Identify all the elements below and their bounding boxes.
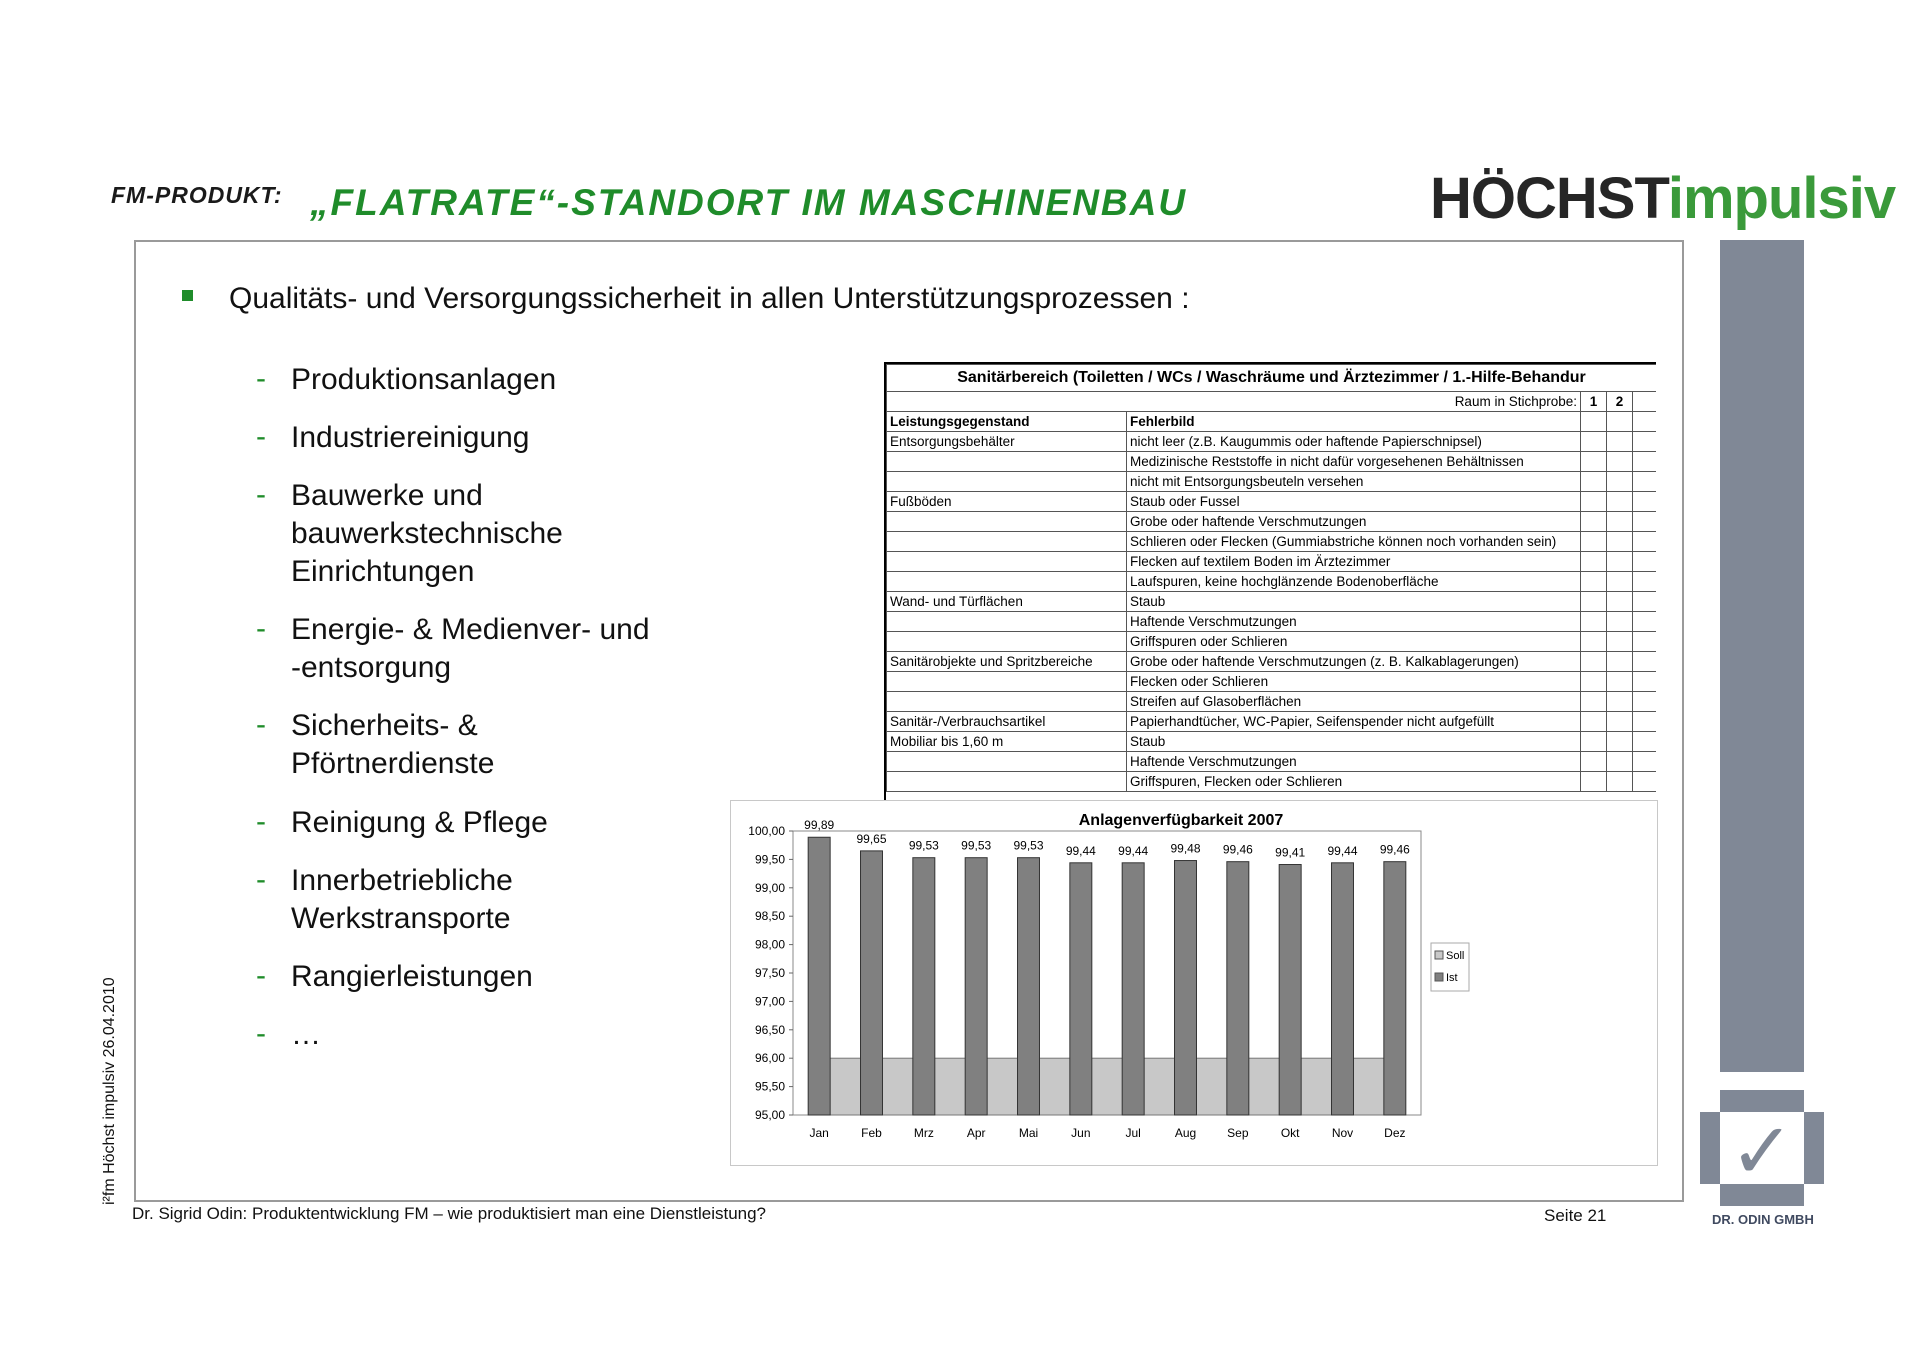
row-defect: Staub [1127, 732, 1581, 752]
logo [1430, 165, 1895, 232]
check-cell [1633, 512, 1657, 532]
check-cell [1607, 712, 1633, 732]
check-cell [1581, 512, 1607, 532]
data-label: 99,44 [1327, 843, 1358, 858]
check-cell [1581, 552, 1607, 572]
row-subject [887, 632, 1127, 652]
row-defect: Laufspuren, keine hochglänzende Bodenoberfläche [1127, 572, 1581, 592]
sample-col-empty [1633, 392, 1657, 412]
row-subject [887, 532, 1127, 552]
item-3: Bauwerke und bauwerkstechnische Einrichtungen [291, 479, 563, 588]
row-subject [887, 612, 1127, 632]
data-label: 99,53 [1013, 838, 1044, 853]
row-subject: Sanitärobjekte und Spritzbereiche [887, 652, 1127, 672]
vertical-footer: i²fm Höchst impulsiv 26.04.2010 [101, 977, 118, 1205]
x-tick-label: Mai [1018, 1126, 1039, 1140]
col-header-defect: Fehlerbild [1127, 412, 1581, 432]
legend-soll-swatch [1435, 951, 1443, 959]
row-defect: Haftende Verschmutzungen [1127, 752, 1581, 772]
company-name: DR. ODIN GMBH [1712, 1212, 1814, 1227]
x-tick-label: Sep [1227, 1126, 1249, 1140]
dash-4: - [256, 612, 266, 645]
check-cell [1581, 452, 1607, 472]
check-cell [1607, 632, 1633, 652]
item-5: Sicherheits- & Pförtnerdienste [291, 709, 495, 780]
data-label: 99,53 [908, 838, 939, 853]
y-tick-label: 100,00 [748, 824, 785, 838]
page-number: Seite 21 [1544, 1206, 1607, 1225]
check-cell [1633, 452, 1657, 472]
dash-1: - [256, 362, 266, 395]
row-defect: nicht leer (z.B. Kaugummis oder haftende Papierschnipsel) [1127, 432, 1581, 452]
row-subject [887, 752, 1127, 772]
row-subject: Fußböden [887, 492, 1127, 512]
table-row [887, 472, 1657, 492]
data-label: 99,41 [1275, 845, 1306, 860]
row-subject: Sanitär-/Verbrauchsartikel [887, 712, 1127, 732]
item-9: … [291, 1018, 321, 1051]
legend-ist-swatch [1435, 973, 1443, 981]
item-6: Reinigung & Pflege [291, 806, 548, 839]
check-cell [1581, 712, 1607, 732]
header-prefix: FM-PRODUKT: [111, 182, 283, 208]
data-label: 99,44 [1065, 843, 1096, 858]
row-defect: Papierhandtücher, WC-Papier, Seifenspender nicht aufgefüllt [1127, 712, 1581, 732]
table-row [887, 772, 1657, 792]
item-1: Produktionsanlagen [291, 363, 557, 396]
check-cell [1633, 572, 1657, 592]
item-7: Innerbetriebliche Werkstransporte [291, 864, 513, 935]
page-title: „FLATRATE“-STANDORT IM MASCHINENBAU [310, 182, 1188, 223]
check-cell [1581, 612, 1607, 632]
logo-part-2: impulsiv [1667, 166, 1896, 231]
x-tick-label: Okt [1280, 1126, 1300, 1140]
data-label: 99,65 [856, 831, 887, 846]
sample-label: Raum in Stichprobe: [887, 392, 1581, 412]
check-cell [1607, 472, 1633, 492]
row-subject [887, 552, 1127, 572]
row-subject [887, 512, 1127, 532]
bar-ist-feb [861, 851, 883, 1115]
y-tick-label: 99,00 [754, 880, 785, 895]
dash-2: - [256, 420, 266, 453]
check-cell [1633, 652, 1657, 672]
check-cell [1607, 592, 1633, 612]
check-cell [1607, 492, 1633, 512]
table-row [887, 692, 1657, 712]
check-cell [1633, 432, 1657, 452]
check-cell [1607, 752, 1633, 772]
y-tick-label: 97,00 [754, 994, 785, 1009]
check-cell [1607, 452, 1633, 472]
availability-chart [730, 800, 1658, 1166]
bar-ist-mrz [913, 858, 935, 1115]
table-row [887, 652, 1657, 672]
row-subject: Entsorgungsbehälter [887, 432, 1127, 452]
row-defect: Haftende Verschmutzungen [1127, 612, 1581, 632]
check-cell [1581, 592, 1607, 612]
table-row [887, 552, 1657, 572]
check-icon: ✓ [1729, 1107, 1795, 1197]
check-cell [1633, 712, 1657, 732]
y-tick-label: 99,50 [754, 852, 785, 867]
data-label: 99,53 [961, 838, 992, 853]
check-cell [1581, 572, 1607, 592]
check-cell [1633, 772, 1657, 792]
check-cell [1581, 532, 1607, 552]
table-title: Sanitärbereich (Toiletten / WCs / Waschräume und Ärztezimmer / 1.-Hilfe-Behandur [887, 365, 1657, 392]
row-defect: Griffspuren, Flecken oder Schlieren [1127, 772, 1581, 792]
y-tick-label: 97,50 [754, 966, 785, 980]
x-tick-label: Mrz [913, 1126, 934, 1140]
row-defect: Grobe oder haftende Verschmutzungen [1127, 512, 1581, 532]
check-cell [1633, 492, 1657, 512]
row-defect: Schlieren oder Flecken (Gummiabstriche können noch vorhanden sein) [1127, 532, 1581, 552]
check-cell [1633, 732, 1657, 752]
check-cell [1633, 532, 1657, 552]
footer-text: Dr. Sigrid Odin: Produktentwicklung FM – wie produktisiert man eine Dienstleistung? [132, 1204, 767, 1223]
table-row [887, 572, 1657, 592]
row-subject [887, 692, 1127, 712]
y-tick-label: 98,50 [754, 909, 785, 924]
legend-soll-label: Soll [1446, 950, 1465, 962]
data-label: 99,89 [804, 818, 835, 833]
check-cell [1607, 732, 1633, 752]
check-cell [1633, 612, 1657, 632]
table-row [887, 712, 1657, 732]
check-cell [1607, 572, 1633, 592]
bar-ist-apr [965, 858, 987, 1115]
y-tick-label: 96,00 [754, 1051, 785, 1066]
dash-9: - [256, 1017, 266, 1050]
y-tick-label: 95,00 [754, 1108, 785, 1122]
dash-7: - [256, 863, 266, 896]
dash-6: - [256, 805, 266, 838]
row-defect: nicht mit Entsorgungsbeuteln versehen [1127, 472, 1581, 492]
table-row [887, 672, 1657, 692]
check-cell [1607, 692, 1633, 712]
x-tick-label: Dez [1384, 1126, 1406, 1140]
row-defect: Flecken oder Schlieren [1127, 672, 1581, 692]
x-tick-label: Jun [1071, 1126, 1091, 1140]
dash-3: - [256, 478, 266, 511]
dash-5: - [256, 708, 266, 741]
check-cell [1633, 672, 1657, 692]
table-row [887, 752, 1657, 772]
table-row [887, 432, 1657, 452]
bar-ist-sep [1227, 862, 1249, 1115]
check-cell [1581, 472, 1607, 492]
y-tick-label: 98,00 [754, 937, 785, 952]
check-cell [1633, 552, 1657, 572]
x-tick-label: Jan [809, 1126, 829, 1140]
data-label: 99,46 [1379, 842, 1410, 857]
row-defect: Streifen auf Glasoberflächen [1127, 692, 1581, 712]
x-tick-label: Nov [1331, 1126, 1354, 1140]
row-subject [887, 672, 1127, 692]
row-defect: Grobe oder haftende Verschmutzungen (z. B. Kalkablagerungen) [1127, 652, 1581, 672]
data-label: 99,48 [1170, 841, 1201, 856]
check-cell [1581, 652, 1607, 672]
x-tick-label: Feb [861, 1126, 882, 1140]
bar-ist-jan [808, 837, 830, 1115]
row-subject [887, 772, 1127, 792]
row-subject [887, 572, 1127, 592]
table-row [887, 512, 1657, 532]
row-defect: Staub [1127, 592, 1581, 612]
row-defect: Medizinische Reststoffe in nicht dafür vorgesehenen Behältnissen [1127, 452, 1581, 472]
check-cell [1633, 752, 1657, 772]
check-cell [1581, 492, 1607, 512]
sample-col-1: 1 [1581, 392, 1607, 412]
chart-title: Anlagenverfügbarkeit 2007 [1078, 812, 1284, 829]
row-subject: Mobiliar bis 1,60 m [887, 732, 1127, 752]
check-cell [1607, 432, 1633, 452]
bar-ist-dez [1384, 862, 1406, 1115]
check-cell [1581, 432, 1607, 452]
bar-ist-nov [1332, 863, 1354, 1115]
legend-ist-label: Ist [1446, 972, 1458, 984]
col-header-subject: Leistungsgegenstand [887, 412, 1127, 432]
row-defect: Griffspuren oder Schlieren [1127, 632, 1581, 652]
y-tick-label: 95,50 [754, 1079, 785, 1094]
bar-ist-mai [1018, 858, 1040, 1115]
row-subject: Wand- und Türflächen [887, 592, 1127, 612]
check-cell [1607, 652, 1633, 672]
check-cell [1581, 672, 1607, 692]
table-row [887, 592, 1657, 612]
check-cell [1607, 772, 1633, 792]
x-tick-label: Aug [1174, 1126, 1197, 1140]
bar-ist-jul [1122, 863, 1144, 1115]
row-subject [887, 472, 1127, 492]
check-cell [1607, 672, 1633, 692]
item-2: Industriereinigung [291, 421, 530, 454]
table-row [887, 632, 1657, 652]
bar-ist-jun [1070, 863, 1092, 1115]
row-defect: Flecken auf textilem Boden im Ärztezimmer [1127, 552, 1581, 572]
table-row [887, 492, 1657, 512]
check-cell [1633, 692, 1657, 712]
y-tick-label: 96,50 [754, 1022, 785, 1037]
table-row [887, 732, 1657, 752]
check-cell [1633, 632, 1657, 652]
logo-part-1: HÖCHST [1430, 166, 1668, 231]
soll-area [819, 1058, 1395, 1115]
check-cell [1581, 732, 1607, 752]
check-cell [1607, 612, 1633, 632]
side-bar [1720, 240, 1804, 1072]
bar-ist-aug [1175, 861, 1197, 1115]
sample-col-2: 2 [1607, 392, 1633, 412]
check-cell [1633, 472, 1657, 492]
check-cell [1581, 772, 1607, 792]
check-cell [1633, 592, 1657, 612]
item-4: Energie- & Medienver- und -entsorgung [291, 613, 650, 684]
x-tick-label: Apr [966, 1126, 986, 1140]
check-cell [1607, 512, 1633, 532]
bar-ist-okt [1279, 865, 1301, 1115]
checklist-table [884, 362, 1656, 804]
x-tick-label: Jul [1125, 1126, 1141, 1140]
row-defect: Staub oder Fussel [1127, 492, 1581, 512]
item-8: Rangierleistungen [291, 960, 533, 993]
check-cell [1581, 632, 1607, 652]
table-row [887, 452, 1657, 472]
data-label: 99,46 [1222, 842, 1253, 857]
check-cell [1607, 552, 1633, 572]
check-cell [1581, 752, 1607, 772]
bullet-square-icon [182, 290, 193, 301]
main-bullet: Qualitäts- und Versorgungssicherheit in allen Unterstützungsprozessen : [229, 282, 1190, 315]
check-cell [1581, 692, 1607, 712]
odin-badge [1700, 1090, 1824, 1206]
data-label: 99,44 [1118, 843, 1149, 858]
table-row [887, 612, 1657, 632]
dash-8: - [256, 959, 266, 992]
table-row [887, 532, 1657, 552]
row-subject [887, 452, 1127, 472]
check-cell [1607, 532, 1633, 552]
